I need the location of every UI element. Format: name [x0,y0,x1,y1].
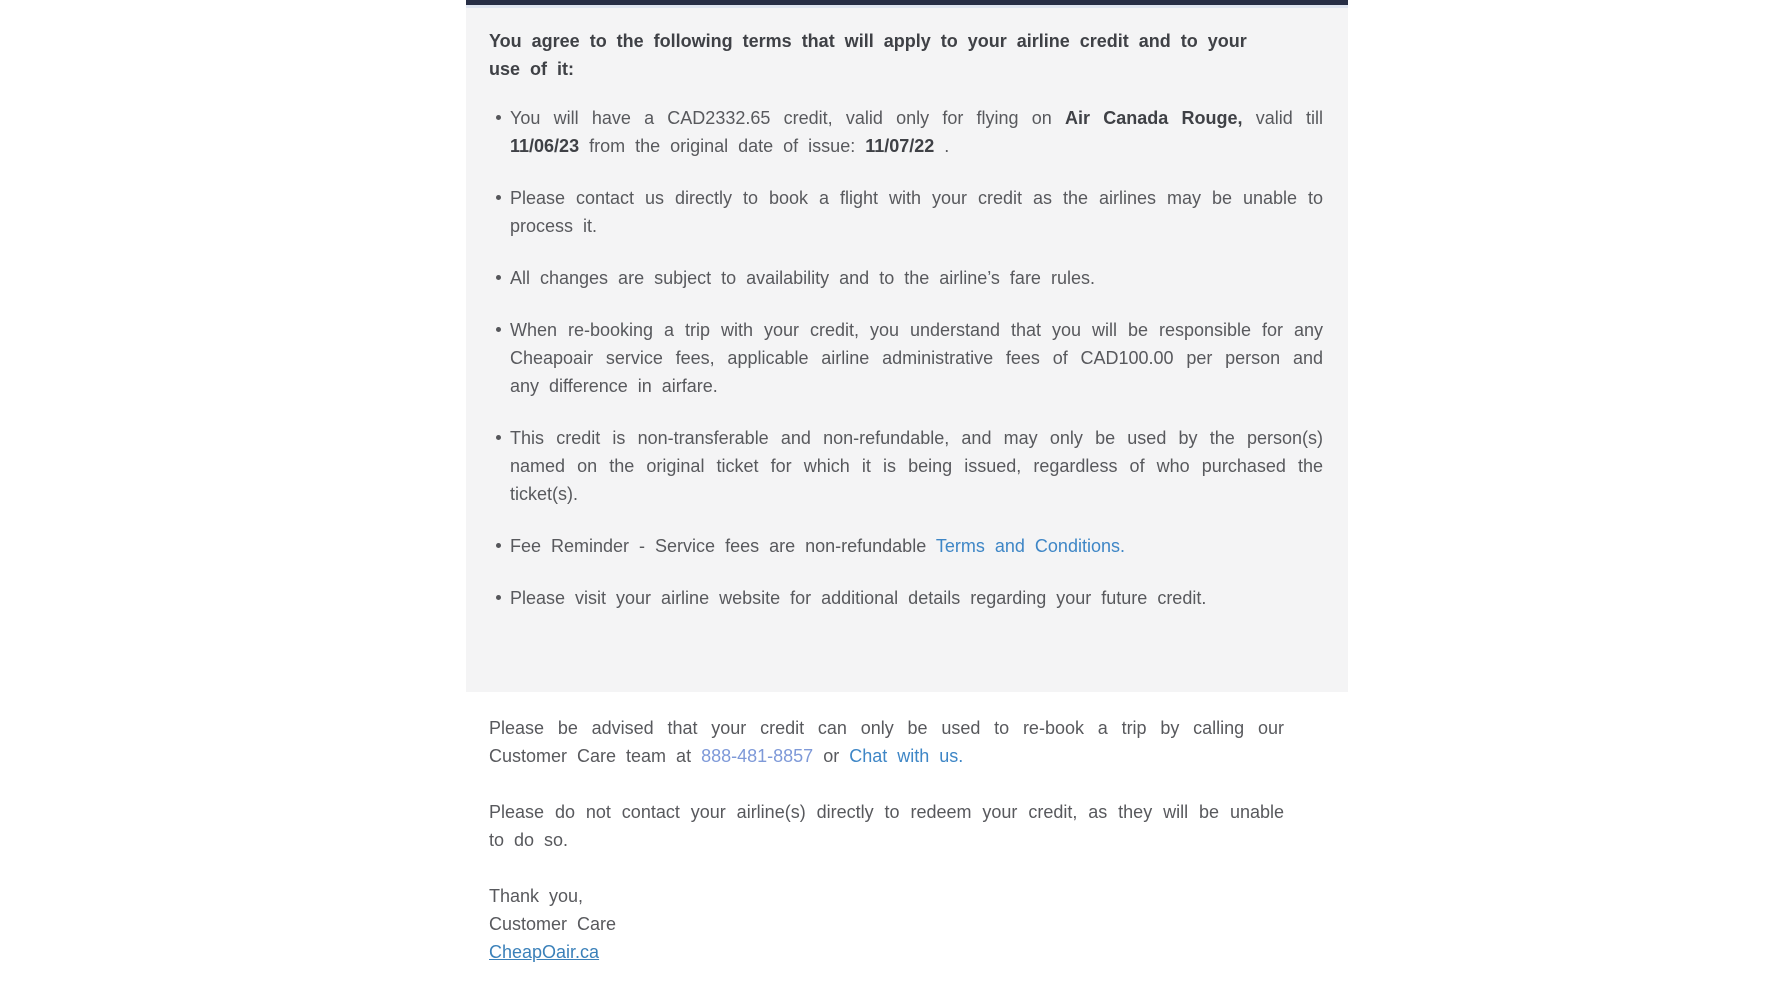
fee-reminder-lead: Fee Reminder - Service fees are non-refundable [510,536,936,556]
bullet-icon [496,327,501,332]
list-item-nontransferable [489,424,1323,508]
terms-panel-content [466,8,1348,612]
bullet-icon [496,275,501,280]
bullet-text [510,536,1125,556]
terms-list [489,104,1323,612]
bullet-text: When re-booking a trip with your credit, you understand that you will be responsible for any Cheapoair service fees, applicable airline administrative fees of CAD100.00 per person and any difference in airfare. [510,320,1323,396]
advisory-mid: or [813,746,850,766]
airline-name: Air Canada Rouge, [1065,108,1243,128]
bullet-text: All changes are subject to availability and to the airline’s fare rules. [510,268,1095,288]
cheapoair-site-link[interactable]: CheapOair.ca [489,942,600,962]
advisory-paragraph [489,714,1284,770]
do-not-contact-paragraph: Please do not contact your airline(s) directly to redeem your credit, as they will be unable to do so. [489,802,1284,850]
signoff-thanks: Thank you, [489,886,584,906]
footer-text-block [489,714,1284,966]
valid-till-date: 11/06/23 [510,136,580,156]
signoff-site [489,938,1284,966]
credit-tail: . [934,136,950,156]
signoff [489,882,1284,966]
list-item-visit-airline [489,584,1323,612]
bullet-text: Please visit your airline website for additional details regarding your future credit. [510,588,1207,608]
list-item-changes [489,264,1323,292]
terms-panel [466,0,1348,692]
issue-date: 11/07/22 [865,136,935,156]
terms-heading: You agree to the following terms that will apply to your airline credit and to your use of it: [489,31,1247,79]
list-item-rebooking [489,316,1323,400]
chat-with-us-link[interactable]: Chat with us. [849,746,964,766]
bullet-icon [496,435,501,440]
terms-and-conditions-link[interactable]: Terms and Conditions. [935,536,1125,556]
list-item-contact [489,184,1323,240]
bullet-icon [496,115,501,120]
bullet-icon [496,595,501,600]
bullet-icon [496,543,501,548]
list-item-credit [489,104,1323,160]
list-item-fee-reminder [489,532,1323,560]
phone-link[interactable]: 888-481-8857 [701,746,814,766]
credit-mid1: valid till [1242,108,1323,128]
bullet-text: This credit is non-transferable and non-refundable, and may only be used by the person(s) named on the original ticket for which it is being issued, regardless of who purchased the ticket(s). [510,428,1323,504]
advisory-lead: Please be advised that your credit can only be used to re-book a trip by calling our Customer Care team at [489,718,1284,766]
signoff-team: Customer Care [489,914,617,934]
bullet-text [510,108,1323,156]
credit-mid2: from the original date of issue: [579,136,866,156]
bullet-icon [496,195,501,200]
bullet-text: Please contact us directly to book a flight with your credit as the airlines may be unable to process it. [510,188,1323,236]
credit-lead: You will have a CAD2332.65 credit, valid only for flying on [510,108,1066,128]
